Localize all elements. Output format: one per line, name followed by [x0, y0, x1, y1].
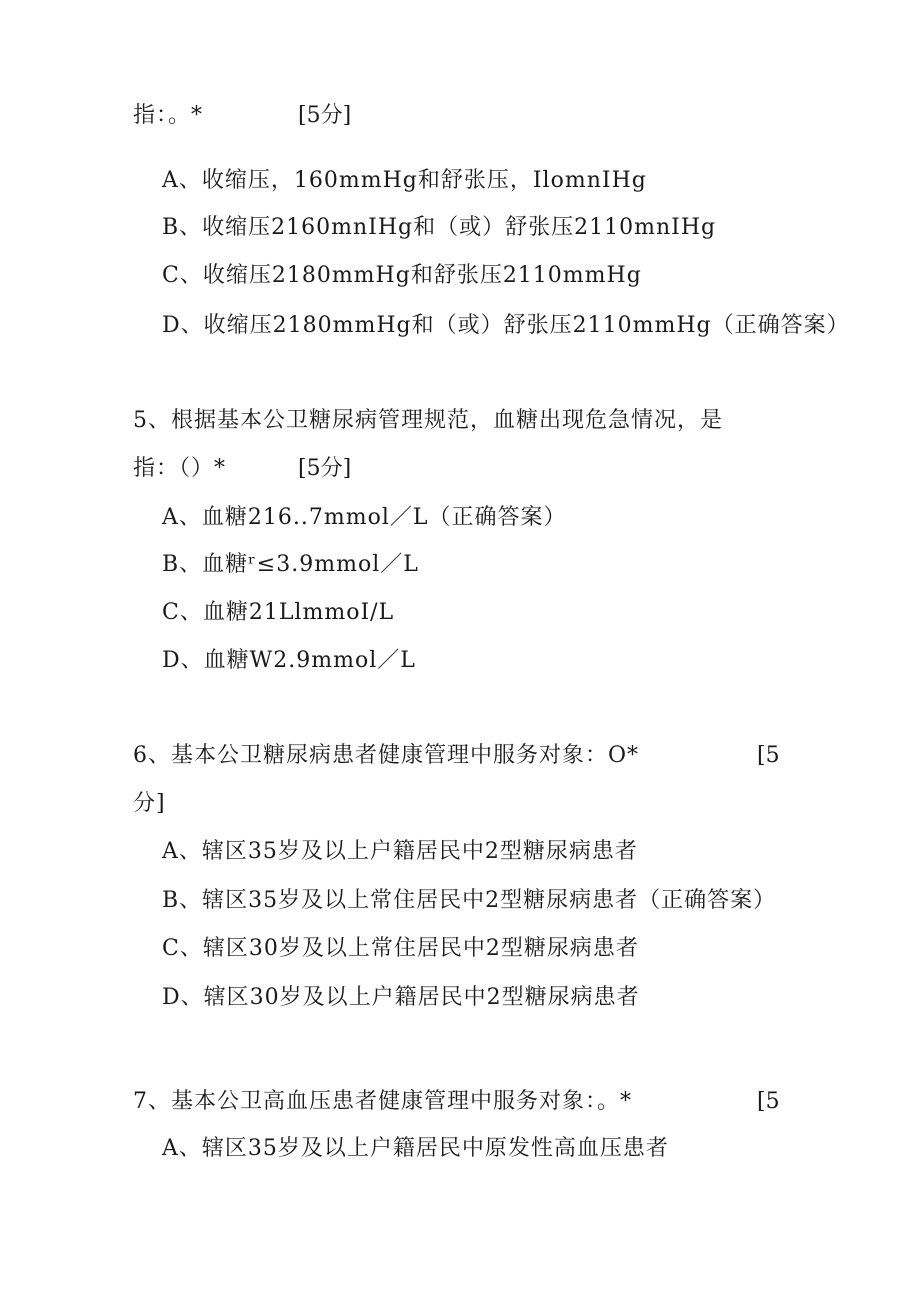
question-5-title-line-1: 5、根据基本公卫糖尿病管理规范，血糖出现危急情况，是 [133, 408, 723, 433]
question-5-option-b: B、血糖ʳ≤3.9mmol／L [162, 552, 419, 577]
question-4-continuation: 指：。* [133, 103, 204, 128]
question-6-score-part-1: [5 [757, 743, 780, 768]
question-7-option-a: A、辖区35岁及以上户籍居民中原发性高血压患者 [162, 1136, 669, 1161]
question-5-option-d: D、血糖W2.9mmol／L [162, 648, 416, 673]
question-6-option-b: B、辖区35岁及以上常住居民中2型糖尿病患者（正确答案） [162, 888, 777, 913]
question-4-option-a: A、收缩压，160mmHg和舒张压，IlomnIHg [162, 168, 647, 193]
question-6-score-part-2: 分] [133, 791, 166, 816]
question-4-score: [5分] [298, 103, 352, 128]
question-4-option-c: C、收缩压2180mmHg和舒张压2110mmHg [162, 263, 642, 288]
question-5-option-c: C、血糖21LlmmoI/L [162, 600, 395, 625]
question-4-option-d: D、收缩压2180mmHg和（或）舒张压2110mmHg（正确答案） [162, 313, 850, 338]
question-4-option-b: B、收缩压2160mnIHg和（或）舒张压2110mnIHg [162, 215, 717, 240]
question-5-score: [5分] [298, 456, 352, 481]
question-7-title: 7、基本公卫高血压患者健康管理中服务对象：。* [133, 1089, 632, 1114]
question-6-option-c: C、辖区30岁及以上常住居民中2型糖尿病患者 [162, 936, 639, 961]
question-6-option-a: A、辖区35岁及以上户籍居民中2型糖尿病患者 [162, 839, 638, 864]
question-6-title: 6、基本公卫糖尿病患者健康管理中服务对象：O* [133, 743, 640, 768]
question-5-title-line-2: 指：（）* [133, 456, 227, 481]
question-6-option-d: D、辖区30岁及以上户籍居民中2型糖尿病患者 [162, 985, 640, 1010]
question-5-option-a: A、血糖216..7mmol／L（正确答案） [162, 505, 567, 530]
question-7-score-part-1: [5 [757, 1089, 780, 1114]
